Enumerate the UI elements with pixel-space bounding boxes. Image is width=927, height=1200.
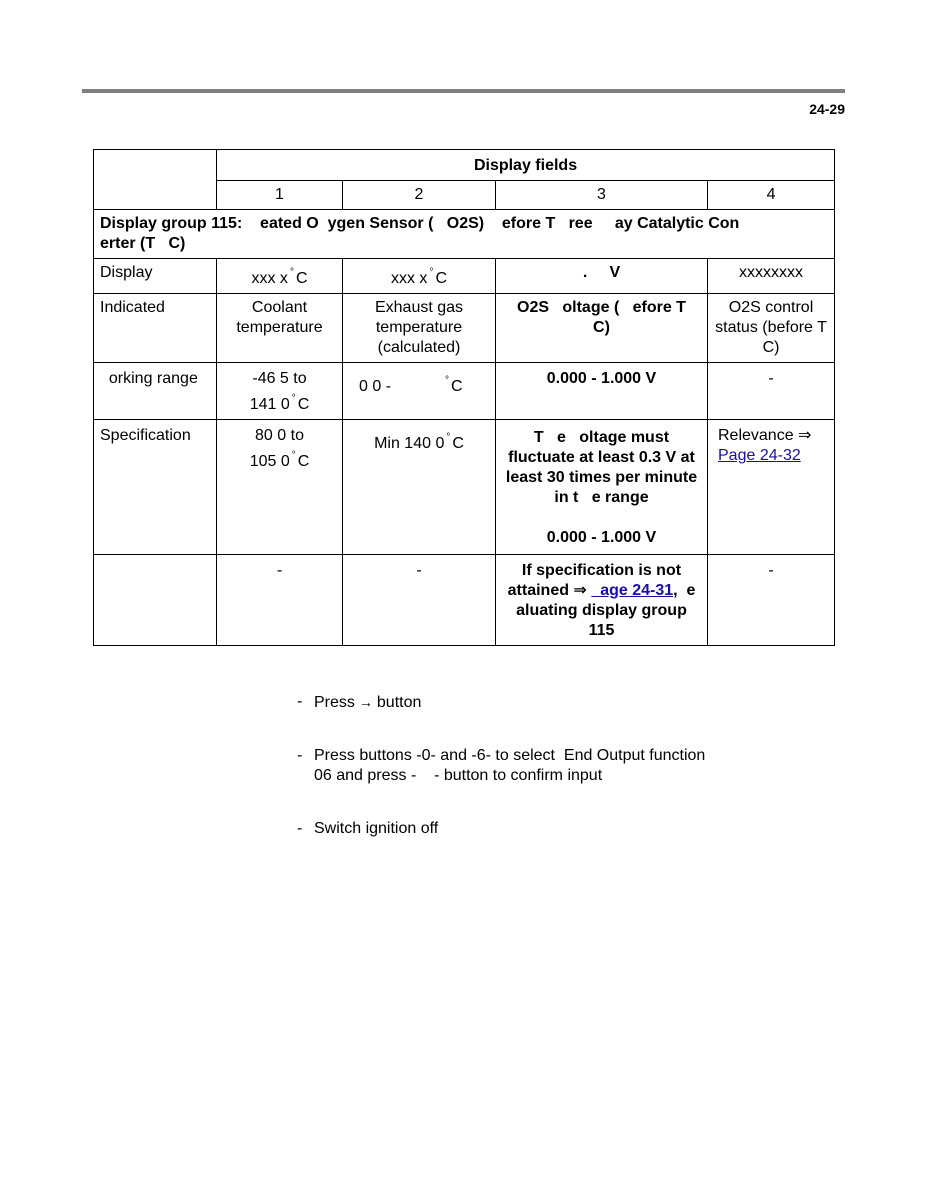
display-field-2-unit: C	[435, 270, 447, 287]
spec-field-2-value: Min 140 0	[374, 435, 445, 452]
working-field-4: -	[708, 363, 835, 420]
indicated-field-3: O2S oltage ( efore T C)	[496, 294, 708, 363]
spec-field-3-range: 0.000 - 1.000 V	[546, 529, 657, 546]
display-field-2	[343, 259, 496, 294]
header-rule	[82, 89, 845, 93]
working-field-1-line1: -46 5 to	[252, 370, 307, 387]
table-row	[94, 363, 835, 420]
degree-symbol: °	[429, 267, 434, 278]
spec-field-1-line1: 80 0 to	[255, 427, 304, 444]
spec-field-3	[496, 420, 708, 555]
degree-symbol: °	[291, 393, 296, 404]
display-field-1-unit: C	[295, 270, 308, 287]
step-dash: -	[297, 820, 303, 837]
spec-field-2	[343, 420, 496, 555]
working-field-1-unit: C	[297, 396, 310, 413]
step-ignition-off	[297, 819, 717, 839]
table-row	[94, 555, 835, 646]
display-field-2-value: xxx x	[390, 270, 428, 287]
table-corner-cell	[94, 150, 217, 210]
page-24-32-link[interactable]: Page 24-32	[718, 447, 801, 464]
page-number: 24-29	[809, 101, 845, 117]
empty-label-cell	[94, 555, 217, 646]
step-text-before: Press	[314, 694, 355, 711]
step-text: Press buttons -0- and -6- to select End Output function 06 and press - - button to confirm input	[314, 747, 710, 784]
row-label-working-range: orking range	[94, 363, 217, 420]
table-row	[94, 294, 835, 363]
spec2-field-4: -	[708, 555, 835, 646]
display-fields-header: Display fields	[217, 150, 835, 181]
indicated-field-4: O2S control status (before T C)	[708, 294, 835, 363]
field-number-4: 4	[708, 181, 835, 210]
display-group-table	[93, 149, 841, 646]
working-field-2	[343, 363, 496, 420]
spec-field-4-text: Relevance ⇒	[718, 427, 812, 444]
step-press-arrow	[297, 692, 717, 713]
instruction-steps	[297, 692, 717, 872]
field-number-1: 1	[217, 181, 343, 210]
working-field-1-line2: 141 0	[249, 396, 290, 413]
working-field-1	[217, 363, 343, 420]
display-field-1	[217, 259, 343, 294]
field-number-3: 3	[496, 181, 708, 210]
indicated-field-2: Exhaust gas temperature (calculated)	[343, 294, 496, 363]
display-field-4: xxxxxxxx	[708, 259, 835, 294]
step-dash: -	[297, 747, 303, 764]
degree-symbol: °	[289, 267, 294, 278]
row-label-indicated: Indicated	[94, 294, 217, 363]
degree-symbol: °	[446, 432, 451, 443]
step-text-after: button	[376, 694, 422, 711]
spec-field-2-unit: C	[452, 435, 464, 452]
step-select-function	[297, 746, 717, 786]
row-label-display: Display	[94, 259, 217, 294]
display-field-1-value: xxx x	[251, 270, 288, 287]
spec2-field-3	[496, 555, 708, 646]
spec-field-4	[708, 420, 835, 555]
working-field-2-unit: C	[451, 378, 463, 395]
display-field-3: . V	[496, 259, 708, 294]
spec2-field-3-tail: , e aluating display group 115	[516, 582, 709, 639]
step-dash: -	[297, 693, 303, 710]
spec-field-3-text: T e oltage must fluctuate at least 0.3 V at least 30 times per minute in t e range	[505, 429, 702, 506]
spec2-field-1: -	[217, 555, 343, 646]
table-row	[94, 210, 835, 259]
spec-field-1	[217, 420, 343, 555]
page-24-31-link[interactable]: age 24-31	[591, 582, 674, 599]
degree-symbol: °	[291, 450, 296, 461]
spec2-field-3-text: If specification is not attained ⇒	[507, 562, 682, 599]
display-group-title: Display group 115: eated O ygen Sensor ( O2S) efore T ree ay Catalytic Con erter (T C)	[94, 210, 835, 259]
table-row	[94, 259, 835, 294]
indicated-field-1: Coolant temperature	[217, 294, 343, 363]
table-row	[94, 420, 835, 555]
working-field-2-value: 0 0 -	[359, 378, 392, 395]
working-field-3: 0.000 - 1.000 V	[496, 363, 708, 420]
degree-symbol: °	[445, 375, 450, 386]
arrow-right-icon: →	[358, 694, 373, 710]
table-row	[94, 150, 835, 181]
spec-field-1-line2: 105 0	[249, 453, 290, 470]
spec-field-1-unit: C	[297, 453, 310, 470]
step-text: Switch ignition off	[314, 820, 439, 837]
spec2-field-2: -	[343, 555, 496, 646]
field-number-2: 2	[343, 181, 496, 210]
row-label-specification: Specification	[94, 420, 217, 555]
